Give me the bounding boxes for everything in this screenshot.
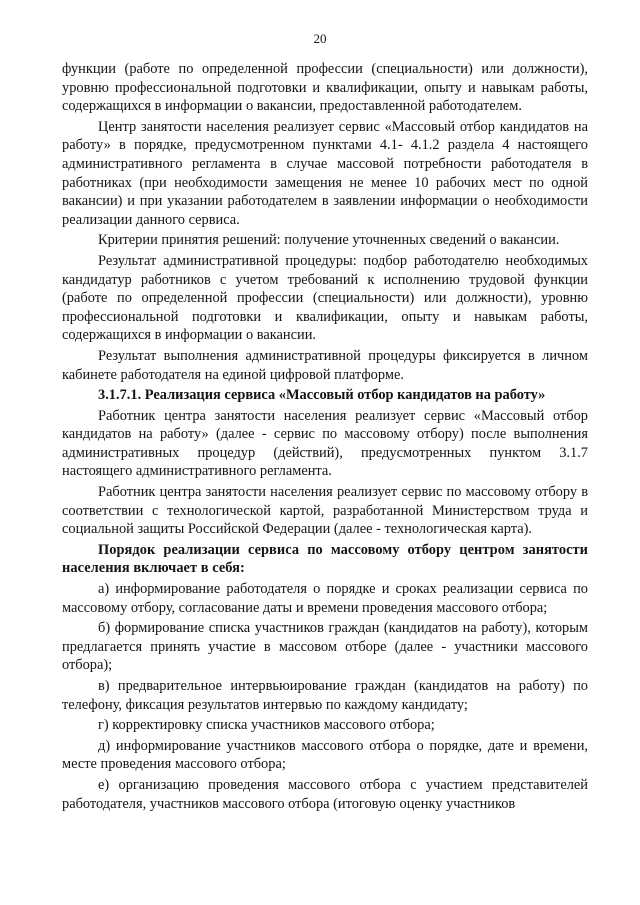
list-item: е) организацию проведения массового отбора с участием представителей работодателя, участников массового отбора (итоговую оценку участников xyxy=(62,776,588,812)
list-item: г) корректировку списка участников массового отбора; xyxy=(98,717,435,734)
list-item: в) предварительное интервьюирование граждан (кандидатов на работу) по телефону, фиксация результатов интервью по каждому кандидату; xyxy=(62,678,588,713)
paragraph: Критерии принятия решений: получение уточненных сведений о вакансии. xyxy=(98,232,560,249)
paragraph: Работник центра занятости населения реализует сервис «Массовый отбор кандидатов на работу» (далее - сервис по массовому отбору) после выполнения административных процедур (действий), предусмотренных пунктом 3.1.7 настоящего административного регламента. xyxy=(62,407,588,480)
page-number: 20 xyxy=(313,31,327,46)
paragraph: Работник центра занятости населения реализует сервис по массовому отбору в соответствии с технологической картой, разработанной Министерством труда и социальной защиты Российской Федерации (далее - технологическая карта). xyxy=(62,484,588,538)
document-body xyxy=(62,60,588,815)
paragraph: Центр занятости населения реализует сервис «Массовый отбор кандидатов на работу» в порядке, предусмотренном пунктами 4.1- 4.1.2 раздела 4 настоящего административного регламента в случае массовой потребности работодателя в работниках (при необходимости замещения не менее 10 рабочих мест по одной вакансии) и при указании работодателем в заявлении информации о необходимости реализации данного сервиса. xyxy=(62,118,588,228)
section-heading: 3.1.7.1. Реализация сервиса «Массовый отбор кандидатов на работу» xyxy=(98,387,546,404)
list-item: а) информирование работодателя о порядке и сроках реализации сервиса по массовому отбору, согласование даты и времени проведения массового отбора; xyxy=(62,581,588,616)
paragraph: Результат административной процедуры: подбор работодателю необходимых кандидатур работников с учетом требований к исполнению трудовой функции (работе по определенной профессии (специальности) или должности), уровню профессиональной подготовки и квалификации, опыту и навыкам работы, содержащихся в информации о вакансии. xyxy=(62,252,588,344)
list-item: д) информирование участников массового отбора о порядке, дате и времени, месте проведения массового отбора; xyxy=(62,737,588,773)
bold-paragraph: Порядок реализации сервиса по массовому отбору центром занятости населения включает в себя: xyxy=(62,541,588,577)
list-item: б) формирование списка участников граждан (кандидатов на работу), которым предлагается принять участие в массовом отборе (далее - участники массового отбора); xyxy=(62,620,588,674)
paragraph: функции (работе по определенной профессии (специальности) или должности), уровню профессиональной подготовки и квалификации, опыту и навыкам работы, содержащихся в информации о вакансии, предоставленной работодателем. xyxy=(62,61,588,115)
paragraph: Результат выполнения административной процедуры фиксируется в личном кабинете работодателя на единой цифровой платформе. xyxy=(62,347,588,383)
